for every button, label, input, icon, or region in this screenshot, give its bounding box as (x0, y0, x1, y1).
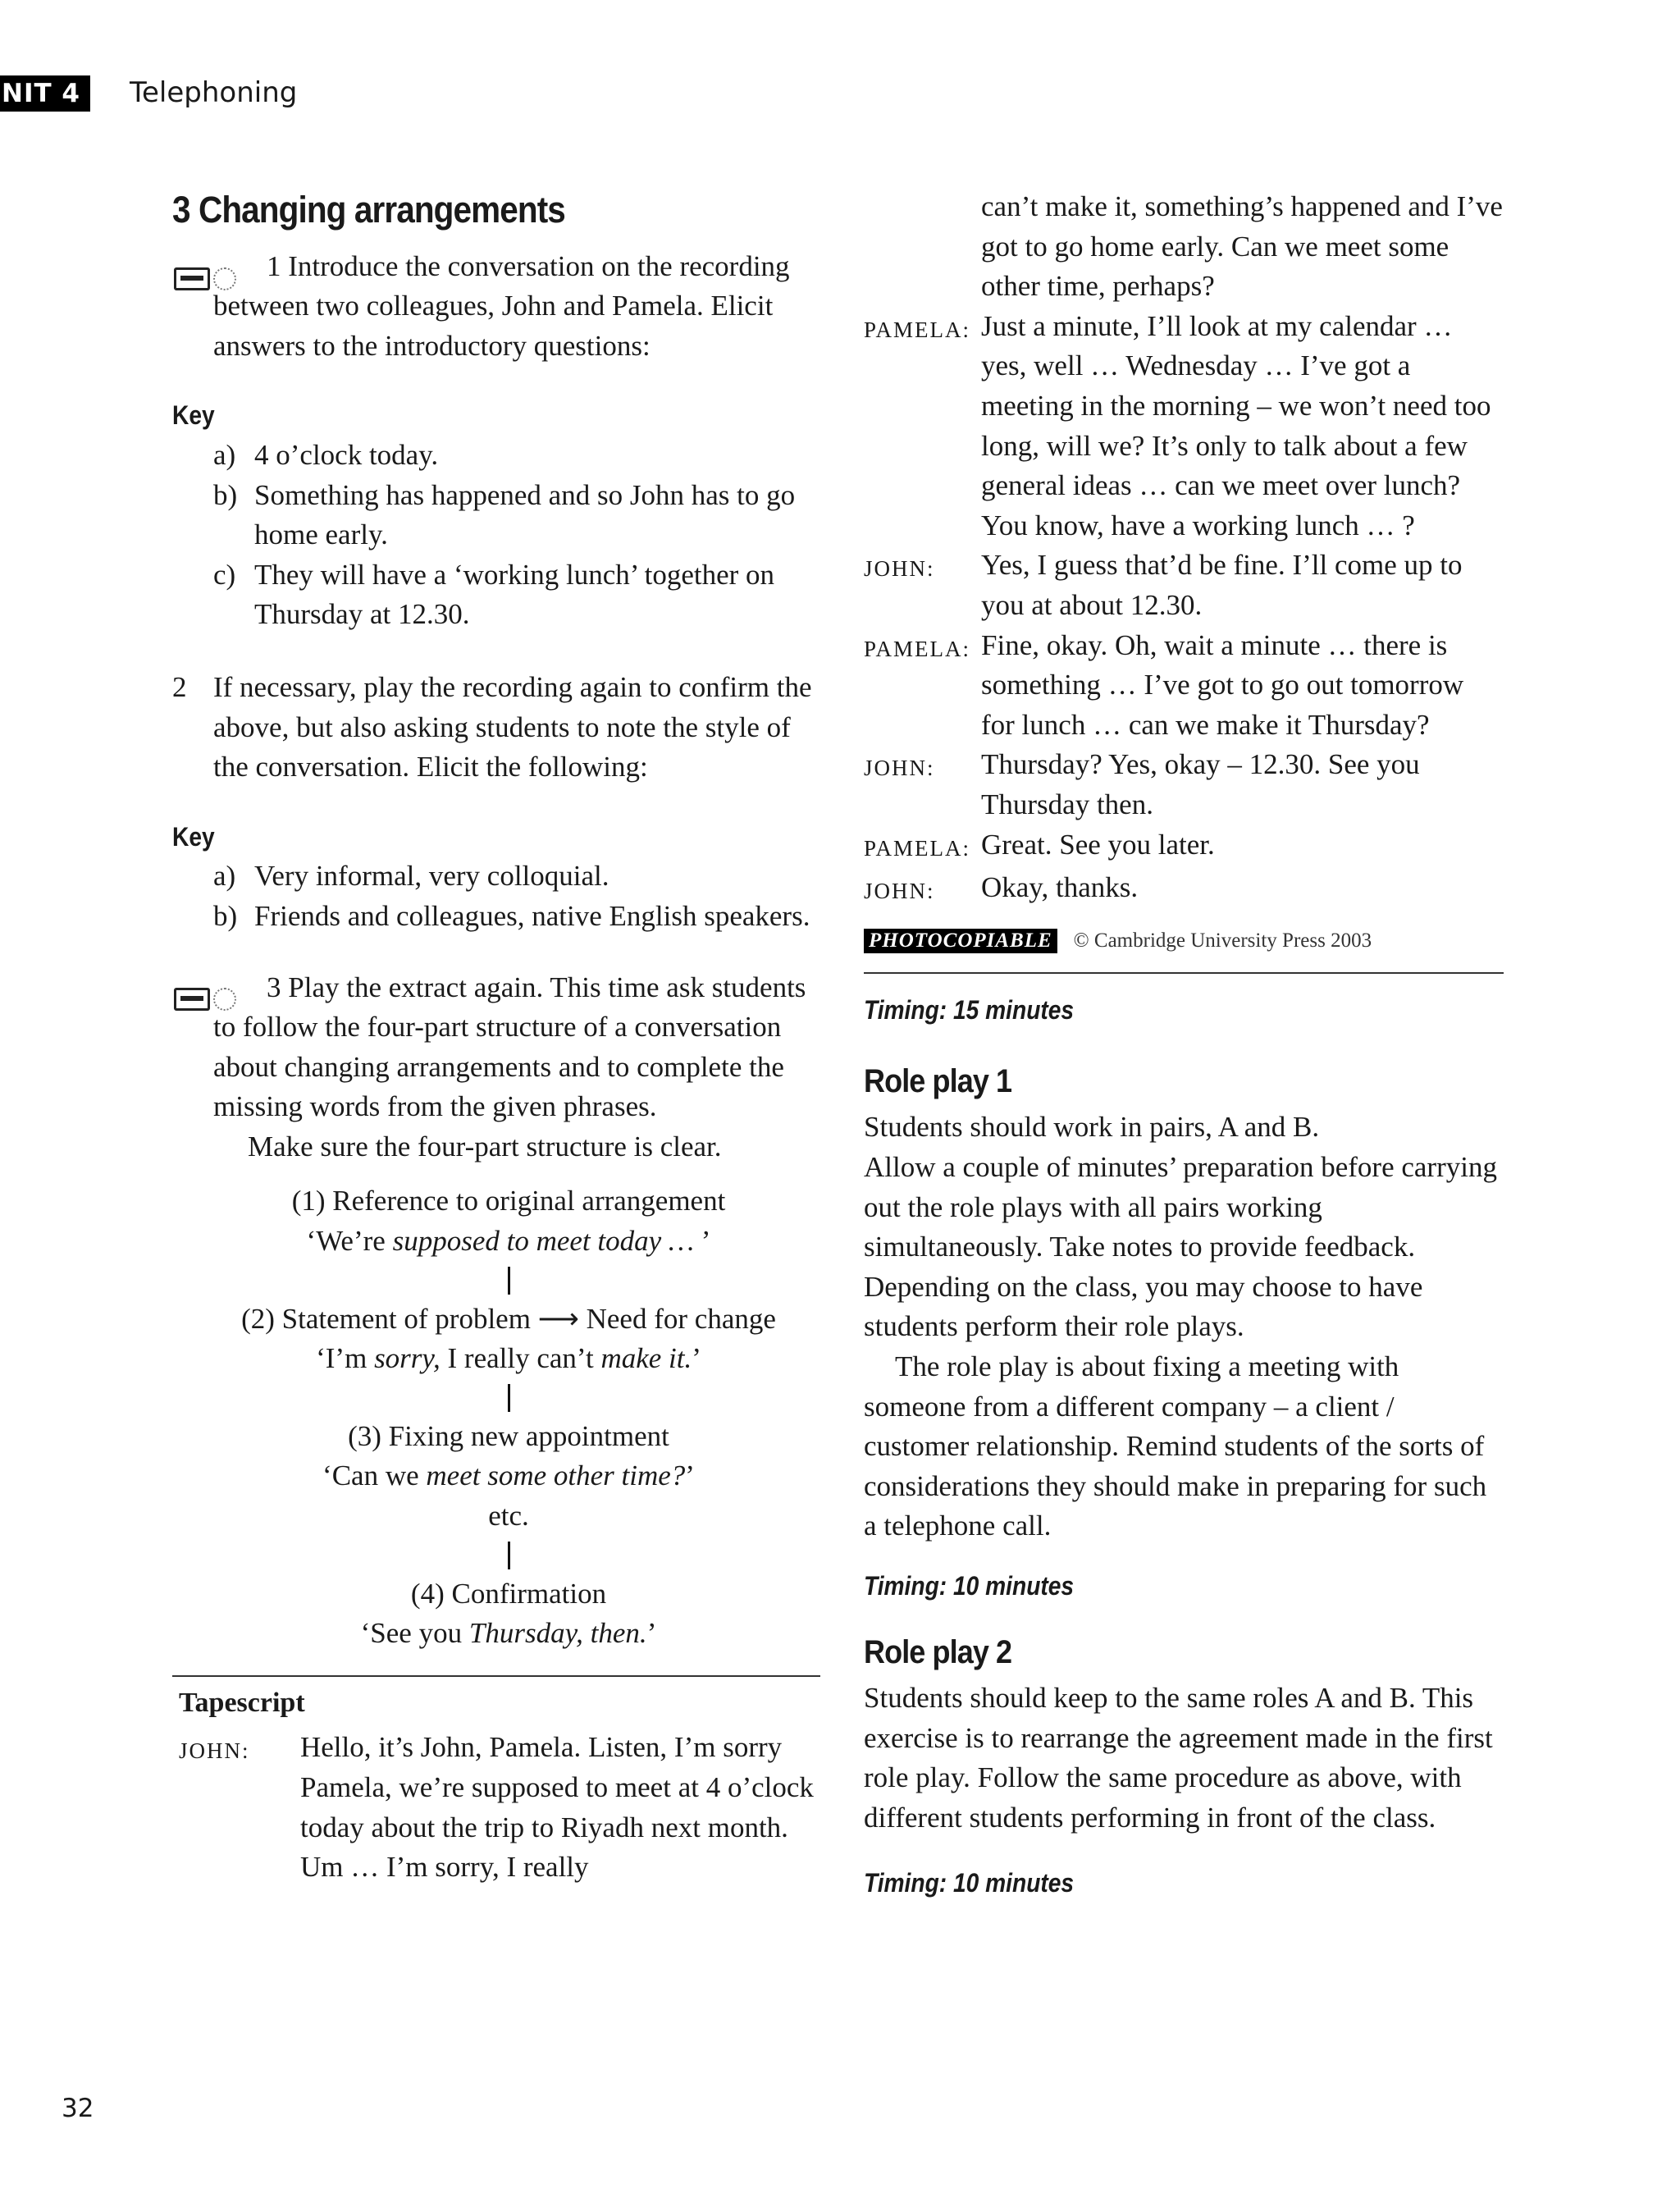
tapescript-heading: Tapescript (179, 1687, 305, 1718)
speaker-label: PAMELA: (864, 835, 971, 861)
speaker-label: JOHN: (864, 556, 935, 582)
speaker-label: PAMELA: (864, 636, 971, 661)
connector-line (508, 1267, 510, 1295)
copyright-notice: © Cambridge University Press 2003 (1073, 929, 1372, 952)
cassette-icon (174, 267, 210, 290)
key-2-item: b) Friends and colleagues, native English speakers. (213, 899, 810, 932)
speaker-label: JOHN: (179, 1738, 250, 1764)
key-1-item: b) Something has happened and so John has to go home early. (213, 478, 796, 551)
unit-badge: NIT 4 (0, 75, 90, 112)
role-play-1-heading: Role play 1 (864, 1062, 1012, 1099)
divider (864, 972, 1504, 974)
connector-line (508, 1542, 510, 1569)
audio-icons (174, 257, 244, 297)
dialog-line: Just a minute, I’ll look at my calendar … yes, well … Wednesday … I’ve got a meeting in the morning – we won’t need too long, will we? It’s only to talk about a few general ideas … can we meet over lunch? You know, have a working lunch … ? (981, 309, 1491, 541)
tapescript-dialog-continued (864, 307, 1504, 911)
structure-step-4: (4) Confirmation (410, 1577, 607, 1610)
structure-etc: etc. (488, 1500, 529, 1533)
timing-label: Timing: 10 minutes (864, 1571, 1075, 1601)
dialog-continuation: can’t make it, something’s happened and I’ve got to go home early. Can we meet some other time, perhaps? (981, 190, 1503, 303)
dialog-line: Thursday? Yes, okay – 12.30. See you Thursday then. (981, 748, 1420, 820)
step-1-number: 1 (267, 249, 281, 282)
structure-step-1: (1) Reference to original arrangement (291, 1185, 726, 1217)
tapescript-dialog (179, 1728, 820, 1887)
key-2-heading: Key (172, 821, 215, 852)
step-1-text: Introduce the conversation on the recording between two colleagues, John and Pamela. Elicit answers to the introductory questions: (213, 249, 790, 362)
cd-icon (213, 988, 236, 1011)
section-heading: 3 Changing arrangements (172, 189, 565, 231)
cd-icon (213, 267, 236, 290)
running-title: Telephoning (130, 76, 298, 109)
step-3-note: Make sure the four-part structure is clear. (248, 1130, 722, 1163)
step-2-text: If necessary, play the recording again to confirm the above, but also asking students to note the style of the conversation. Elicit the following: (213, 670, 812, 783)
dialog-line: Fine, okay. Oh, wait a minute … there is something … I’ve got to go out tomorrow for lunch … can we make it Thursday? (981, 628, 1464, 741)
step-1 (172, 247, 820, 367)
role-play-1-text: Allow a couple of minutes’ preparation before carrying out the role plays with all pairs working simultaneously. Take notes to provide feedback. Depending on the class, you may choose to have students perform their role plays. (864, 1151, 1497, 1343)
structure-quote-1: ‘We’re supposed to meet today … ’ (306, 1225, 711, 1258)
role-play-1-intro: Students should work in pairs, A and B. (864, 1111, 1320, 1144)
role-play-1-text-2: The role play is about fixing a meeting with someone from a different company – a client / customer relationship. Remind students of the sorts of considerations they should make in preparing for such a telephone call. (864, 1350, 1487, 1542)
key-1-list (172, 436, 820, 635)
divider (172, 1675, 820, 1677)
timing-label: Timing: 15 minutes (864, 995, 1075, 1025)
dialog-line: Okay, thanks. (981, 871, 1139, 904)
key-1-heading: Key (172, 400, 215, 431)
structure-step-2: (2) Statement of problem ⟶ Need for change (241, 1302, 776, 1335)
step-2-number: 2 (172, 670, 187, 703)
key-2-item: a) Very informal, very colloquial. (213, 860, 609, 893)
structure-quote-3: ‘Can we meet some other time?’ (322, 1459, 695, 1492)
structure-step-3: (3) Fixing new appointment (348, 1419, 669, 1452)
speaker-label: PAMELA: (864, 317, 971, 342)
step-2 (172, 668, 820, 788)
step-3-text: Play the extract again. This time ask students to follow the four-part structure of a conversation about changing arrangements and to complete the missing words from the given phrases. (213, 971, 806, 1123)
step-3-number: 3 (267, 971, 281, 1003)
role-play-2-heading: Role play 2 (864, 1633, 1012, 1670)
step-3 (172, 968, 820, 1167)
dialog-line: Hello, it’s John, Pamela. Listen, I’m sorry Pamela, we’re supposed to meet at 4 o’clock today about the trip to Riyadh next month. Um … I’m sorry, I really (300, 1731, 814, 1884)
dialog-line: Yes, I guess that’d be fine. I’ll come up to you at about 12.30. (981, 549, 1463, 621)
connector-line (508, 1384, 510, 1412)
audio-icons (174, 978, 244, 1018)
cassette-icon (174, 988, 210, 1011)
structure-quote-2: ‘I’m sorry, I really can’t make it.’ (316, 1342, 701, 1375)
speaker-label: JOHN: (864, 879, 935, 904)
structure-quote-4: ‘See you Thursday, then.’ (360, 1617, 657, 1650)
key-1-item: a) 4 o’clock today. (213, 438, 439, 471)
right-column (864, 189, 1504, 1903)
role-play-2-text: Students should keep to the same roles A and B. This exercise is to rearrange the agreement made in the first role play. Follow the same procedure as above, with different students performing in front of the class. (864, 1682, 1493, 1834)
speaker-label: JOHN: (864, 756, 935, 781)
photocopiable-line (864, 921, 1504, 962)
page-number: 32 (62, 2094, 94, 2123)
key-2-list (172, 856, 820, 936)
dialog-line: Great. See you later. (981, 828, 1215, 861)
arrow-right-icon: ⟶ (537, 1302, 579, 1335)
left-column (172, 189, 820, 1888)
timing-label: Timing: 10 minutes (864, 1867, 1075, 1898)
four-part-structure (197, 1181, 820, 1653)
key-1-item: c) They will have a ‘working lunch’ together on Thursday at 12.30. (213, 558, 775, 631)
photocopiable-badge: PHOTOCOPIABLE (864, 929, 1057, 953)
